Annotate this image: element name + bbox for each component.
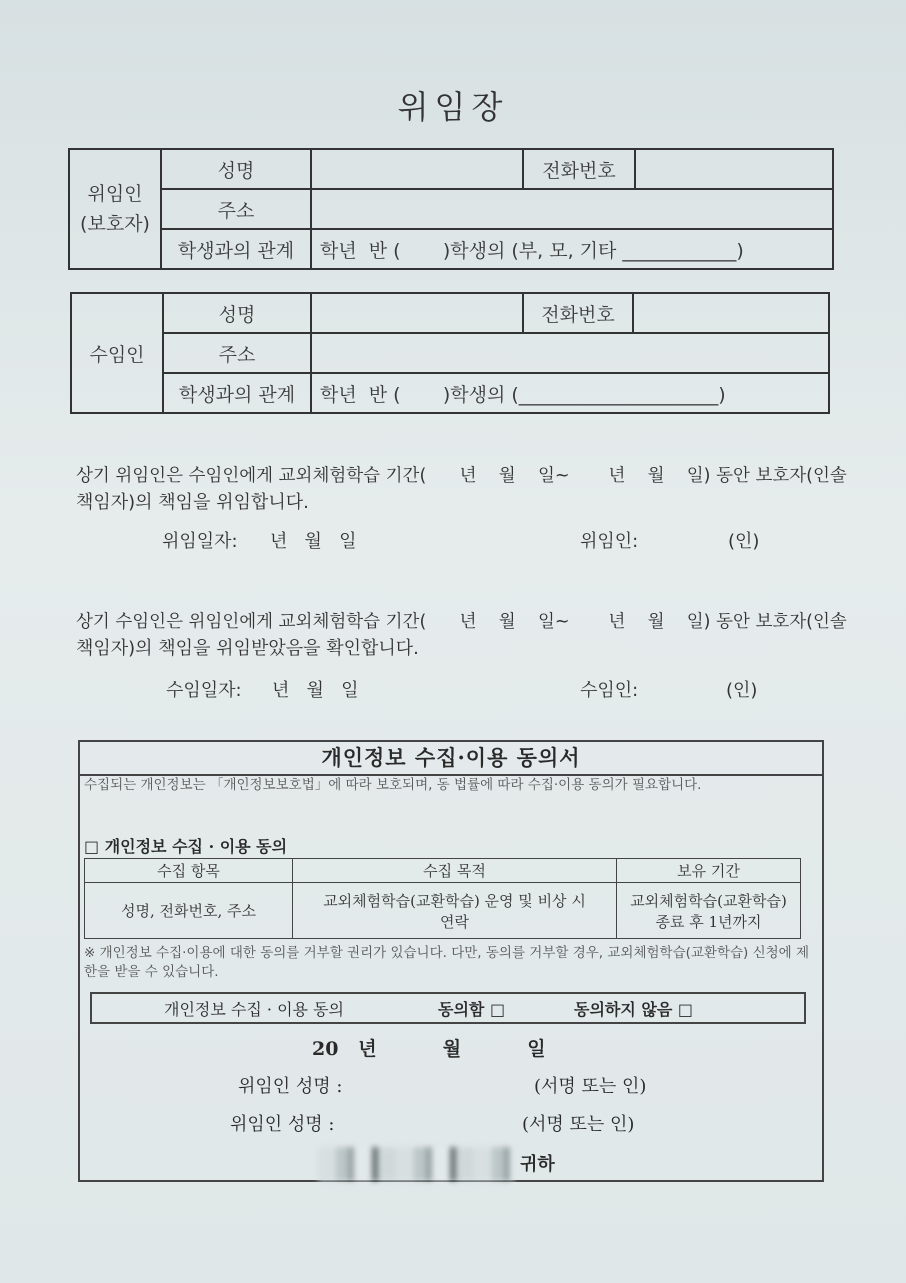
sign2-signature[interactable]: (서명 또는 인) bbox=[522, 1114, 635, 1135]
delegator-address-field[interactable] bbox=[311, 189, 833, 229]
delegator-relation-field[interactable]: 학년 반 ( )학생의 (부, 모, 기타 ____________) bbox=[311, 229, 833, 269]
header-collect-items: 수집 항목 bbox=[85, 859, 293, 883]
delegator-name-field[interactable] bbox=[311, 149, 523, 189]
sign1-signature[interactable]: (서명 또는 인) bbox=[534, 1076, 647, 1097]
delegator-table bbox=[68, 148, 834, 270]
delegator-side-label bbox=[69, 149, 161, 269]
delegator-relation-label: 학생과의 관계 bbox=[161, 229, 311, 269]
agree-yes-checkbox[interactable]: 동의함 □ bbox=[438, 1000, 506, 1019]
statement2-date-label: 수임일자: bbox=[166, 680, 242, 701]
statement2-person-label: 수임인: bbox=[580, 680, 639, 701]
statement2-date-value[interactable]: 년 월 일 bbox=[272, 680, 359, 701]
statement1-line2: 책임자)의 책임을 위임합니다. bbox=[76, 492, 309, 513]
delegatee-table bbox=[70, 292, 830, 414]
page-title: 위임장 bbox=[397, 88, 509, 126]
statement1-date-value[interactable]: 년 월 일 bbox=[270, 531, 357, 552]
delegator-phone-field[interactable] bbox=[635, 149, 833, 189]
statement2-line1: 상기 수임인은 위임인에게 교외체험학습 기간( 년 월 일~ 년 월 일) 동안 보호자(인솔 bbox=[76, 612, 847, 632]
delegatee-phone-field[interactable] bbox=[633, 293, 829, 333]
delegator-phone-label: 전화번호 bbox=[523, 149, 635, 189]
agreement-box bbox=[90, 992, 806, 1024]
delegator-label-line2: (보호자) bbox=[80, 213, 150, 235]
cell-retention-period: 교외체험학습(교환학습) 종료 후 1년까지 bbox=[617, 883, 801, 939]
delegator-address-label: 주소 bbox=[161, 189, 311, 229]
delegatee-relation-field[interactable]: 학년 반 ( )학생의 (_____________________) bbox=[311, 373, 829, 413]
addressee-suffix: 귀하 bbox=[520, 1154, 555, 1175]
delegatee-side-label: 수임인 bbox=[71, 293, 163, 413]
statement1-person-label: 위임인: bbox=[580, 531, 639, 552]
privacy-consent-form bbox=[78, 740, 824, 1182]
redacted-addressee-name bbox=[318, 1147, 514, 1181]
cell-collect-items: 성명, 전화번호, 주소 bbox=[85, 883, 293, 939]
delegatee-relation-label: 학생과의 관계 bbox=[163, 373, 311, 413]
header-retention-period: 보유 기간 bbox=[617, 859, 801, 883]
statement1-line1: 상기 위임인은 수임인에게 교외체험학습 기간( 년 월 일~ 년 월 일) 동안 보호자(인솔 bbox=[76, 466, 847, 486]
delegatee-address-field[interactable] bbox=[311, 333, 829, 373]
statement2-seal[interactable]: (인) bbox=[726, 680, 758, 701]
statement1-date-label: 위임일자: bbox=[162, 531, 238, 552]
cell-collect-purpose: 교외체험학습(교환학습) 운영 및 비상 시 연락 bbox=[293, 883, 617, 939]
consent-heading: 개인정보 수집·이용 동의서 bbox=[80, 742, 822, 776]
statement2-line2: 책임자)의 책임을 위임받았음을 확인합니다. bbox=[76, 638, 419, 659]
consent-items-table bbox=[84, 858, 801, 939]
delegatee-address-label: 주소 bbox=[163, 333, 311, 373]
sign1-label: 위임인 성명 : bbox=[238, 1076, 343, 1097]
statement1-seal[interactable]: (인) bbox=[728, 531, 760, 552]
delegator-label-line1: 위임인 bbox=[87, 183, 143, 205]
consent-section-title: □ 개인정보 수집 · 이용 동의 bbox=[84, 837, 288, 856]
delegator-name-label: 성명 bbox=[161, 149, 311, 189]
delegatee-phone-label: 전화번호 bbox=[523, 293, 633, 333]
sign2-label: 위임인 성명 : bbox=[230, 1114, 335, 1135]
agree-no-checkbox[interactable]: 동의하지 않음 □ bbox=[574, 1000, 693, 1019]
delegatee-name-field[interactable] bbox=[311, 293, 523, 333]
delegatee-name-label: 성명 bbox=[163, 293, 311, 333]
agreement-label: 개인정보 수집 · 이용 동의 bbox=[164, 1000, 344, 1019]
consent-notice: ※ 개인정보 수집·이용에 대한 동의를 거부할 권리가 있습니다. 다만, 동의를 거부할 경우, 교외체험학습(교환학습) 신청에 제한을 받을 수 있습니다. bbox=[84, 945, 810, 980]
consent-date-line[interactable]: 20 년 월 일 bbox=[312, 1038, 546, 1060]
consent-intro: 수집되는 개인정보는 「개인정보보호법」에 따라 보호되며, 동 법률에 따라 수집·이용 동의가 필요합니다. bbox=[84, 777, 702, 793]
header-collect-purpose: 수집 목적 bbox=[293, 859, 617, 883]
